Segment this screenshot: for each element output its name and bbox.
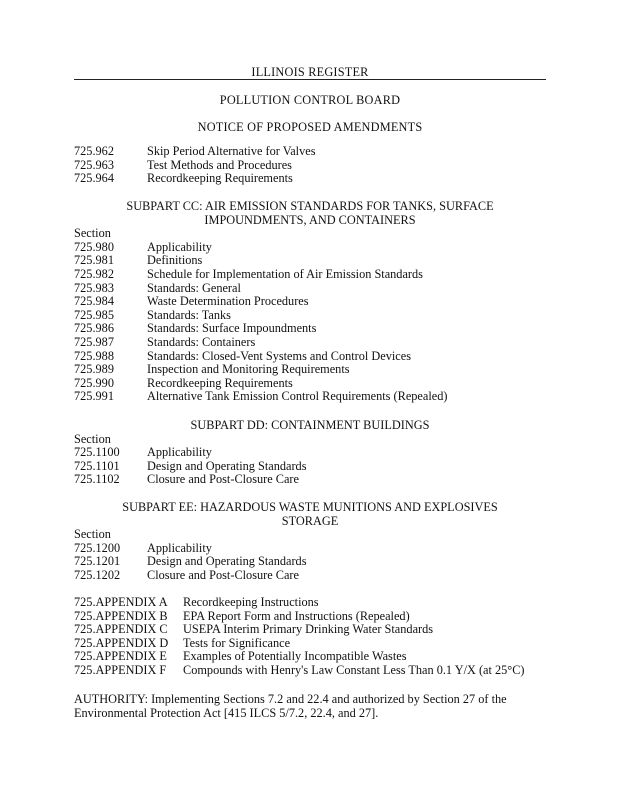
subpart-cc-heading-line2: IMPOUNDMENTS, AND CONTAINERS: [204, 212, 416, 227]
section-row: [74, 336, 546, 350]
section-title: Applicability: [147, 239, 212, 254]
section-number: 725.987: [74, 334, 114, 349]
subpart-dd: [74, 419, 546, 487]
section-title: Standards: Closed-Vent Systems and Control Devices: [147, 348, 412, 363]
section-number: 725.991: [74, 389, 114, 404]
section-number: 725.984: [74, 294, 114, 309]
section-number: 725.985: [74, 307, 114, 322]
section-number: 725.964: [74, 171, 114, 186]
appendix-row: [74, 596, 546, 610]
board-title: POLLUTION CONTROL BOARD: [219, 93, 401, 107]
section-row: [74, 377, 546, 391]
section-row: [74, 555, 546, 569]
section-title: Recordkeeping Requirements: [147, 375, 293, 390]
appendix-row: [74, 637, 546, 651]
section-title: Skip Period Alternative for Valves: [147, 144, 316, 158]
subpart-dd-heading: SUBPART DD: CONTAINMENT BUILDINGS: [190, 418, 430, 432]
appendix-row: [74, 664, 546, 678]
section-title: Standards: Containers: [147, 334, 256, 349]
appendix-title: Tests for Significance: [183, 635, 291, 650]
appendix-number: 725.APPENDIX A: [74, 595, 168, 609]
subpart-ee-heading-line1: SUBPART EE: HAZARDOUS WASTE MUNITIONS AND EXPLOSIVES: [122, 500, 498, 514]
section-title: Schedule for Implementation of Air Emission Standards: [147, 266, 423, 281]
section-number: 725.1101: [74, 458, 120, 473]
section-number: 725.962: [74, 144, 114, 158]
section-label: Section: [74, 431, 111, 446]
section-title: Design and Operating Standards: [147, 458, 307, 473]
section-row: [74, 145, 546, 159]
appendix-title: Recordkeeping Instructions: [183, 595, 319, 609]
section-number: 725.981: [74, 253, 114, 268]
section-title: Alternative Tank Emission Control Requirements (Repealed): [147, 389, 448, 404]
section-title: Standards: General: [147, 280, 241, 295]
section-number: 725.1200: [74, 540, 121, 555]
appendix-number: 725.APPENDIX C: [74, 622, 168, 637]
appendix-number: 725.APPENDIX B: [74, 608, 168, 623]
section-row: [74, 322, 546, 336]
section-row: [74, 569, 546, 583]
appendix-row: [74, 650, 546, 664]
section-number: 725.983: [74, 280, 114, 295]
document-page: [74, 0, 546, 800]
section-number: 725.990: [74, 375, 114, 390]
section-row: [74, 282, 546, 296]
section-row: [74, 363, 546, 377]
section-row: [74, 295, 546, 309]
register-title: ILLINOIS REGISTER: [251, 65, 369, 79]
subpart-cc-heading-line1: SUBPART CC: AIR EMISSION STANDARDS FOR TANKS, SURFACE: [126, 199, 494, 213]
appendix-row: [74, 623, 546, 637]
section-row: [74, 390, 546, 404]
section-title: Test Methods and Procedures: [147, 157, 292, 172]
appendix-number: 725.APPENDIX D: [74, 635, 169, 650]
top-section-list: [74, 145, 546, 186]
section-label: Section: [74, 226, 111, 241]
section-title: Standards: Tanks: [147, 307, 231, 322]
appendix-list: [74, 596, 546, 678]
section-title: Applicability: [147, 540, 212, 555]
section-row: [74, 350, 546, 364]
section-title: Waste Determination Procedures: [147, 294, 309, 309]
section-number: 725.1201: [74, 554, 121, 569]
appendix-title: Examples of Potentially Incompatible Wastes: [183, 649, 407, 664]
section-row: [74, 172, 546, 186]
appendix-row: [74, 610, 546, 624]
section-number: 725.986: [74, 321, 114, 336]
subpart-cc: [74, 200, 546, 404]
section-row: [74, 309, 546, 323]
section-row: [74, 542, 546, 556]
section-row: [74, 446, 546, 460]
section-title: Inspection and Monitoring Requirements: [147, 362, 350, 377]
subpart-ee: [74, 501, 546, 583]
authority-paragraph: AUTHORITY: Implementing Sections 7.2 and 22.4 and authorized by Section 27 of the Environmental Protection Act [415 ILCS 5/7.2, 22.4, and 27].: [74, 692, 507, 720]
section-title: Closure and Post-Closure Care: [147, 472, 299, 487]
section-title: Applicability: [147, 445, 212, 460]
section-title: Definitions: [147, 253, 203, 268]
appendix-title: USEPA Interim Primary Drinking Water Standards: [183, 622, 434, 637]
section-number: 725.1202: [74, 567, 121, 582]
section-title: Recordkeeping Requirements: [147, 171, 293, 186]
appendix-number: 725.APPENDIX E: [74, 649, 167, 664]
section-row: [74, 241, 546, 255]
section-number: 725.982: [74, 266, 114, 281]
subpart-ee-heading-line2: STORAGE: [281, 513, 339, 528]
section-number: 725.989: [74, 362, 114, 377]
section-row: [74, 460, 546, 474]
section-row: [74, 159, 546, 173]
appendix-title: Compounds with Henry's Law Constant Less Than 0.1 Y/X (at 25°C): [183, 662, 525, 677]
section-number: 725.1100: [74, 445, 120, 460]
appendix-title: EPA Report Form and Instructions (Repealed): [183, 608, 410, 623]
section-number: 725.988: [74, 348, 114, 363]
notice-title: NOTICE OF PROPOSED AMENDMENTS: [197, 120, 423, 134]
section-number: 725.963: [74, 157, 114, 172]
section-label: Section: [74, 527, 111, 542]
appendix-number: 725.APPENDIX F: [74, 662, 167, 677]
section-number: 725.980: [74, 239, 114, 254]
section-title: Closure and Post-Closure Care: [147, 567, 299, 582]
header-rule: [74, 79, 546, 80]
section-title: Standards: Surface Impoundments: [147, 321, 317, 336]
section-row: [74, 268, 546, 282]
section-row: [74, 473, 546, 487]
section-number: 725.1102: [74, 472, 120, 487]
section-row: [74, 254, 546, 268]
section-title: Design and Operating Standards: [147, 554, 307, 569]
